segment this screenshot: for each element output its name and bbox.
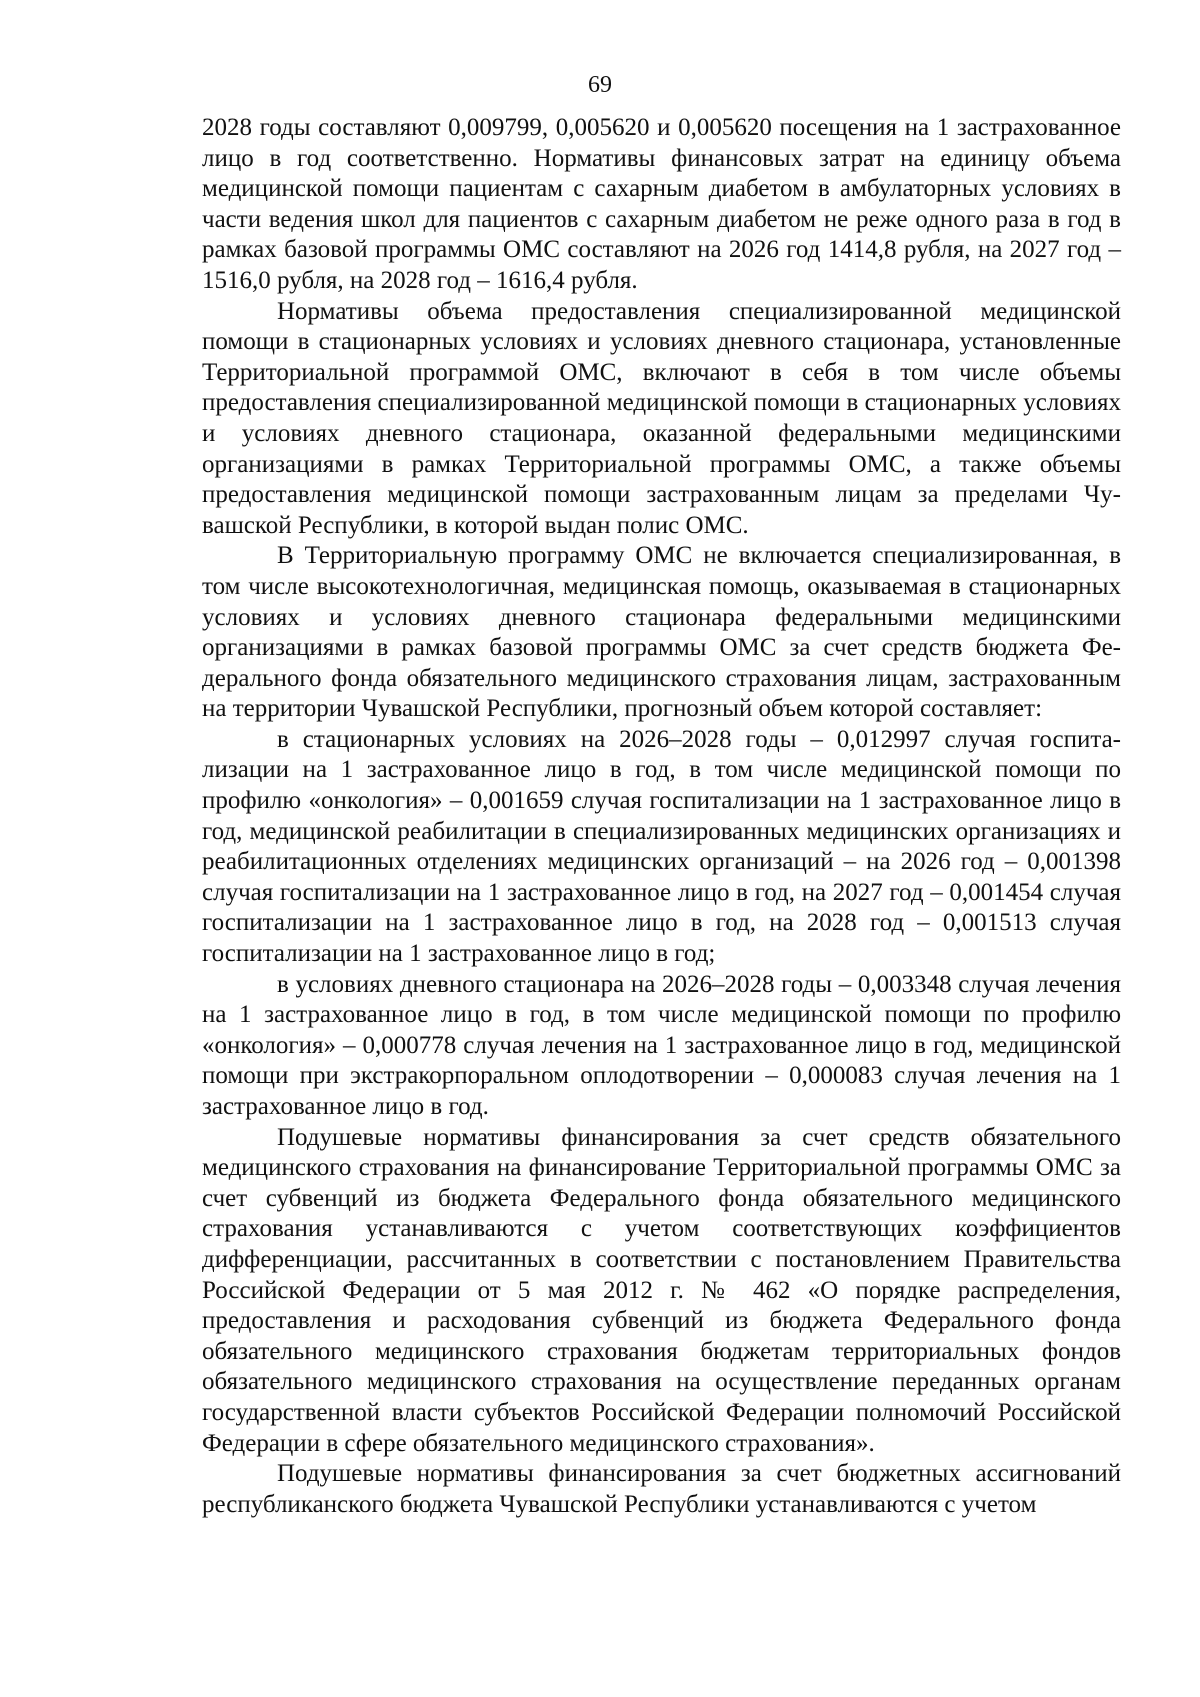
paragraph-day-hospital-volumes: в условиях дневного стационара на 2026–2028 годы – 0,003348 случая лечения на 1 застрахованное лицо в год, в том числе медицинской помощи по профилю «онкология» – 0,000778 случая лечения на 1 застрахованное лицо в год, медицинской помощи при экстракорпоральном оплодотворении – 0,000083 случая лечения на 1 застрахованное лицо в год. xyxy=(202,970,1121,1120)
page-number: 69 xyxy=(588,72,612,98)
paragraph-volume-standards: Нормативы объема предоставления специализированной медицинской помощи в стационарных условиях и условиях дневного стационара, установленные Территориальной программой ОМС, включают в себя в том числе объемы предоставления специализированной медицинской помощи в стационарных условиях и условиях дневного стационара, оказанной федеральными медицинскими организациями в рамках Территориальной программы ОМС, а также объемы предоставления медицинской помощи застрахованным лицам за пределами Чувашской Республики, в которой выдан полис ОМС. xyxy=(202,297,1121,539)
document-body xyxy=(202,113,1121,1520)
paragraph-continuation: 2028 годы составляют 0,009799, 0,005620 и 0,005620 посещения на 1 застрахованное лицо в год соответственно. Нормативы финансовых затрат на единицу объема медицинской помощи пациентам с сахарным диабетом в амбулаторных условиях в части ведения школ для пациентов с сахарным диабетом не реже одного раза в год в рамках базовой программы ОМС составляют на 2026 год 1414,8 рубля, на 2027 год – 1516,0 рубля, на 2028 год – 1616,4 рубля. xyxy=(202,114,1121,294)
paragraph-inpatient-volumes: в стационарных условиях на 2026–2028 годы – 0,012997 случая госпитализации на 1 застрахованное лицо в год, в том числе медицинской помощи по профилю «онкология» – 0,001659 случая госпитализации на 1 застрахованное лицо в год, медицинской реабилитации в специализированных медицинских организациях и реабилитационных отделениях медицинских организаций – на 2026 год – 0,001398 случая госпитализации на 1 застрахованное лицо в год, на 2027 год – 0,001454 случая госпитализации на 1 застрахованное лицо в год, на 2028 год – 0,001513 случая госпитализации на 1 застрахованное лицо в год; xyxy=(202,725,1121,968)
paragraph-per-capita-budget: Подушевые нормативы финансирования за счет бюджетных ассигнований республиканского бюджета Чувашской Республики устанавливаются с учетом xyxy=(202,1460,1121,1518)
paragraph-federal-exclusion: В Территориальную программу ОМС не включается специализированная, в том числе высокотехнологичная, медицинская помощь, оказываемая в стационарных условиях и условиях дневного стационара федеральными медицинскими организациями в рамках базовой программы ОМС за счет средств бюджета Федерального фонда обязательного медицинского страхования лицам, застрахованным на территории Чувашской Республики, прогнозный объем которой составляет: xyxy=(202,542,1121,723)
paragraph-per-capita-oms: Подушевые нормативы финансирования за счет средств обязательного медицинского страхования на финансирование Территориальной программы ОМС за счет субвенций из бюджета Федерального фонда обязательного медицинского страхования устанавливаются с учетом соответствующих коэффициентов дифференциации, рассчитанных в соответствии с постановлением Правительства Российской Федерации от 5 мая 2012 г. № 462 «О порядке распределения, предоставления и расходования субвенций из бюджета Федерального фонда обязательного медицинского страхования бюджетам территориальных фондов обязательного медицинского страхования на осуществление переданных органам государственной власти субъектов Российской Федерации полномочий Российской Федерации в сфере обязательного медицинского страхования». xyxy=(202,1123,1121,1457)
